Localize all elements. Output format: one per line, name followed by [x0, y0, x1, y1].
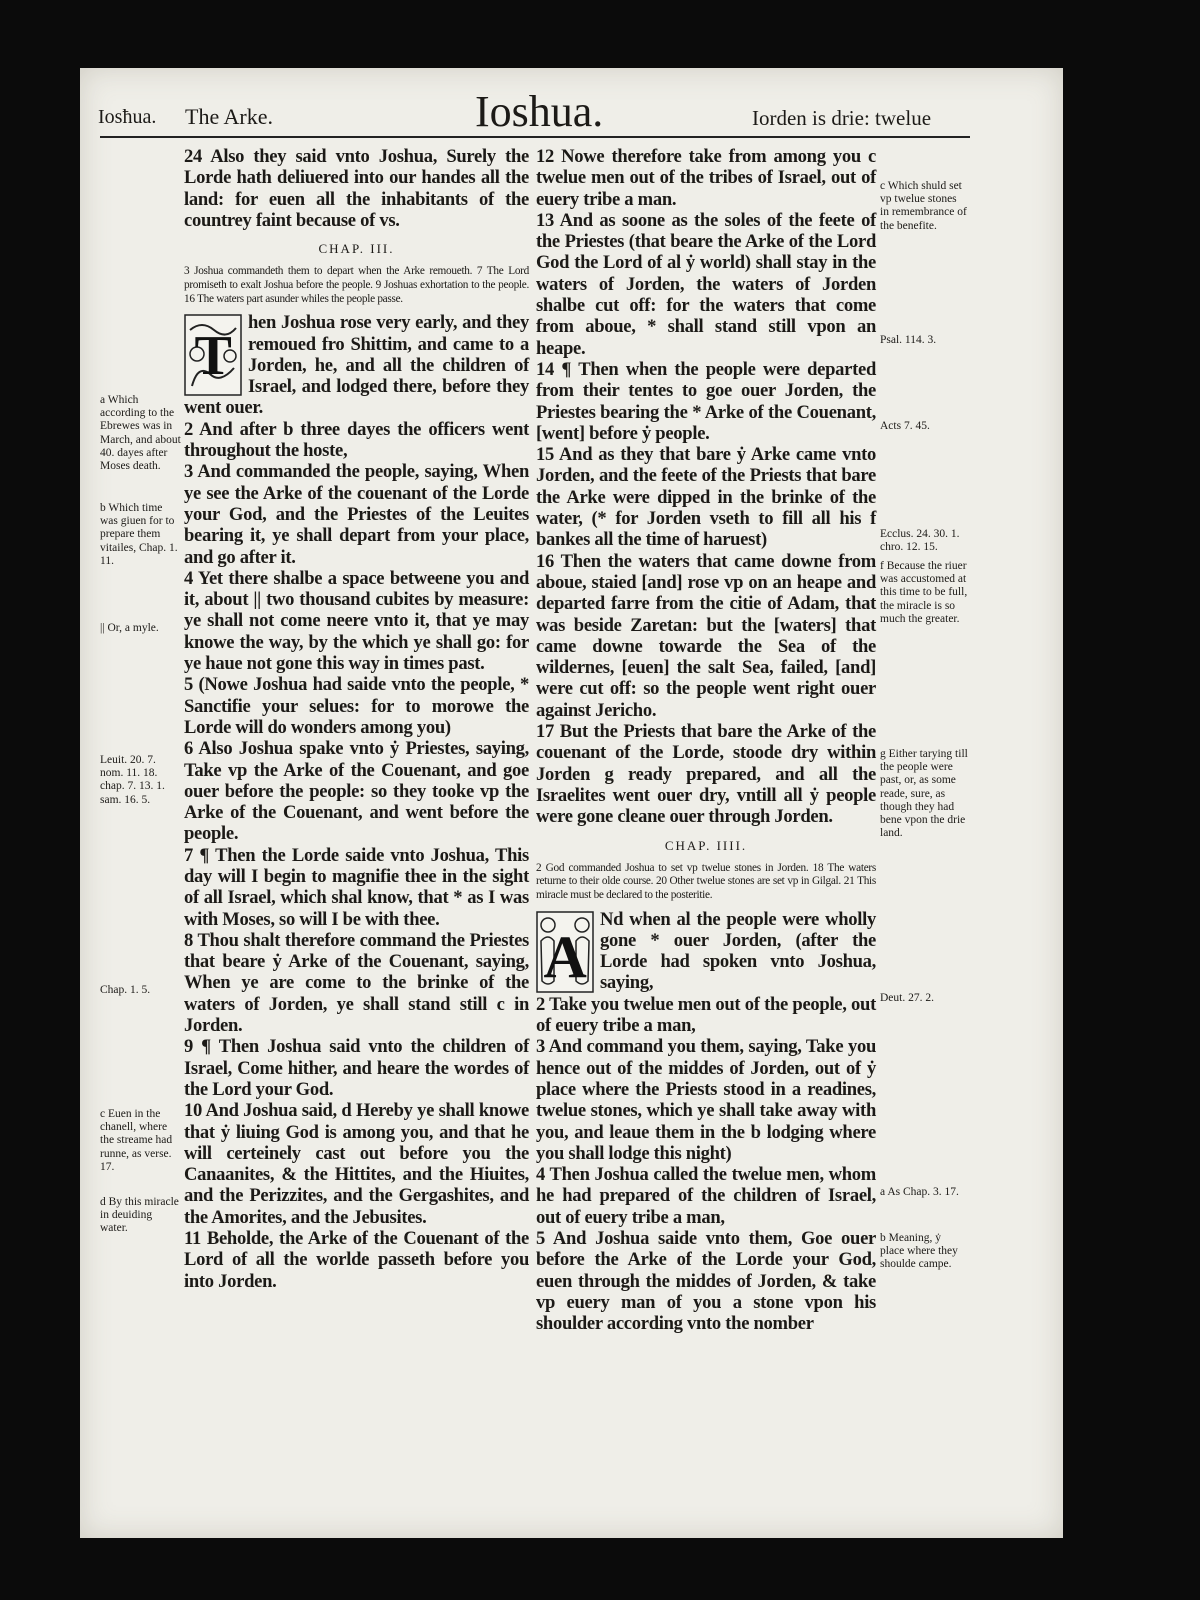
- verse-ch3-16: 16 Then the waters that came downe from aboue, staied [and] rose vp on an heape and departed farre from the citie of Adam, that was beside Zaretan: but the [waters] that came downe towarde the Sea of the wildernes, [euen] the salt Sea, failed, [and] were cut off: so the people went right ouer against Jericho.: [536, 550, 876, 721]
- verse-ch3-4: 4 Yet there shalbe a space betweene you and it, about || two thousand cubites by measure: ye shall not come neere vnto it, that ye may knowe the way, by the which ye shall go: for ye haue not gone this way in times past.: [184, 567, 529, 675]
- margin-note-b-right: b Meaning, ẏ place where they shoulde campe.: [880, 1232, 958, 1271]
- svg-text:T: T: [194, 325, 232, 388]
- chapter-summary-4: 2 God commanded Joshua to set vp twelue stones in Jorden. 18 The waters returne to their olde course. 20 Other twelue stones are set vp in Gilgal. 21 This miracle must be declared to the posteritie.: [536, 861, 876, 901]
- verse-ch3-6: 6 Also Joshua spake vnto ẏ Priestes, saying, Take vp the Arke of the Couenant, and goe ouer before the people: so they tooke vp the Arke of the Couenant, and went before the people.: [184, 738, 529, 845]
- margin-note-g: g Either tarying till the people were past, or, as some reade, sure, as though they had bene vpon the drie land.: [880, 748, 968, 840]
- verse-ch3-17: 17 But the Priests that bare the Arke of the couenant of the Lorde, stoode dry within Jorden g ready prepared, and all the Israelites went ouer dry, vntill all ẏ people were gone cleane ouer through Jorden.: [536, 721, 876, 828]
- verse-ch3-9: 9 ¶ Then Joshua said vnto the children of Israel, Come hither, and heare the wordes of the Lord your God.: [184, 1036, 529, 1100]
- chapter-summary-3: 3 Joshua commandeth them to depart when the Arke remoueth. 7 The Lord promiseth to exalt Joshua before the people. 9 Joshuas exhortation to the people. 16 The waters part asunder whiles the people passe.: [184, 265, 529, 305]
- header-topic-left: The Arke.: [185, 104, 273, 129]
- margin-note-or: || Or, a myle.: [100, 622, 159, 634]
- decorated-initial-t: [184, 314, 242, 396]
- decorated-initial-a: [536, 911, 594, 993]
- margin-ref-eccl: Ecclus. 24. 30. 1. chro. 12. 15.: [880, 528, 960, 554]
- header-book-name: Iosħua.: [98, 106, 157, 128]
- verse-ch3-5: 5 (Nowe Joshua had saide vnto the people, * Sanctifie your selues: for to morowe the Lorde will do wonders among you): [184, 674, 529, 738]
- verse-ch3-8: 8 Thou shalt therefore command the Priestes that beare ẏ Arke of the Couenant, saying, When ye are come to the brinke of the waters of Jorden, ye shall stand still c in Jorden.: [184, 929, 529, 1037]
- verse-ch3-11: 11 Beholde, the Arke of the Couenant of the Lord of all the worlde passeth before you into Jorden.: [184, 1228, 529, 1292]
- verse-block-ch4-v1: [536, 909, 876, 994]
- verse-ch3-12: 12 Nowe therefore take from among you c twelue men out of the tribes of Israel, out of euery tribe a man.: [536, 146, 876, 210]
- header-topic-right: Iorden is drie: twelue: [752, 106, 932, 130]
- margin-note-f: f Because the riuer was accustomed at this time to be full, the miracle is so much the greater.: [880, 560, 968, 625]
- verse-ch3-3: 3 And commanded the people, saying, When ye see the Arke of the couenant of the Lorde your God, and the Priestes of the Leuites bearing it, ye shall depart from your place, and go after it.: [184, 461, 529, 568]
- verse-ch3-7: 7 ¶ Then the Lorde saide vnto Joshua, This day will I begin to magnifie thee in the sight of all Israel, which shal know, that * as I was with Moses, so will I be with thee.: [184, 844, 529, 930]
- verse-ch3-14: 14 ¶ Then when the people were departed from their tentes to goe ouer Jorden, the Priestes bearing the * Arke of the Couenant, [went] before ẏ people.: [536, 358, 876, 444]
- margin-note-c-right: c Which shuld set vp twelue stones in remembrance of the benefite.: [880, 180, 967, 232]
- margin-note-a-right: a As Chap. 3. 17.: [880, 1186, 959, 1198]
- margin-ref-psal: Psal. 114. 3.: [880, 334, 937, 346]
- decorated-initial-a-icon: [536, 911, 594, 993]
- margin-note-a: a Which according to the Ebrewes was in March, and about 40. dayes after Moses death.: [100, 394, 181, 473]
- verse-ch4-4: 4 Then Joshua called the twelue men, whom he had prepared of the children of Israel, out of euery tribe a man,: [536, 1164, 876, 1228]
- verse-ch3-15: 15 And as they that bare ẏ Arke came vnto Jorden, and the feete of the Priests that bare the Arke were dipped in the brinke of the water, (* for Jorden vseth to fill all his f bankes all the time of haruest): [536, 444, 876, 551]
- verse-ch3-2: 2 And after b three dayes the officers went throughout the hoste,: [184, 418, 529, 462]
- margin-ref-acts: Acts 7. 45.: [880, 420, 930, 432]
- chapter-heading-3: CHAP. III.: [318, 241, 395, 257]
- verse-ch4-2: 2 Take you twelue men out of the people, out of euery tribe a man,: [536, 993, 876, 1037]
- svg-text:A: A: [543, 923, 587, 990]
- chapter-heading-4: CHAP. IIII.: [664, 837, 748, 853]
- text-column-right: [536, 146, 876, 1335]
- verse-ch3-1: hen Joshua rose very early, and they remoued fro Shittim, and came to a Jorden, he, and all the children of Israel, and lodged there, before they went ouer.: [184, 312, 529, 419]
- margin-ref-chap1: Chap. 1. 5.: [100, 984, 151, 996]
- verse-ch4-5: 5 And Joshua saide vnto them, Goe ouer before the Arke of the Lorde your God, euen through the middes of Jorden, & take vp euery man of you a stone vpon his shoulder according vnto the nomber: [536, 1228, 876, 1335]
- verse-ch4-1: Nd when al the people were wholly gone * ouer Jorden, (after the Lorde had spoken vnto Joshua, saying,: [600, 908, 876, 994]
- verse-ch4-3: 3 And command you them, saying, Take you hence out of the middes of Jorden, out of ẏ place where the Priests stood in a readines, twelue stones, which ye shall take away with you, and leaue them in the b lodging where you shall lodge this night): [536, 1036, 876, 1164]
- decorated-initial-t-icon: [184, 314, 242, 396]
- margin-note-c-left: c Euen in the chanell, where the streame had runne, as verse. 17.: [100, 1108, 173, 1173]
- margin-note-b: b Which time was giuen for to prepare them vitailes, Chap. 1. 11.: [100, 502, 178, 567]
- bible-page: [80, 68, 1063, 1538]
- page-title: Ioshua.: [475, 87, 604, 136]
- running-header: [80, 78, 1063, 138]
- verse-ch3-13: 13 And as soone as the soles of the feete of the Priestes (that beare the Arke of the Lord God the Lord of al ẏ world) shall stay in the waters of Jorden, the waters of Jorden shalbe cut off: for the waters that come from aboue, * shall stand still vpon an heape.: [536, 209, 876, 359]
- margin-refs-v5: Leuit. 20. 7. nom. 11. 18. chap. 7. 13. 1. sam. 16. 5.: [100, 754, 165, 806]
- margin-ref-deut: Deut. 27. 2.: [880, 992, 934, 1004]
- verse-block-ch3-v1: [184, 312, 529, 418]
- header-rule: [100, 136, 970, 138]
- verse-24: 24 Also they said vnto Joshua, Surely the Lorde hath deliuered into our handes all the land: for euen all the inhabitants of the countrey faint because of vs.: [184, 146, 529, 231]
- verse-ch3-10: 10 And Joshua said, d Hereby ye shall knowe that ẏ liuing God is among you, and that he will certeinely cast out before you the Canaanites, & the Hittites, and the Hiuites, and the Perizzites, and the Gergashites, and the Amorites, and the Jebusites.: [184, 1100, 529, 1228]
- margin-note-d: d By this miracle in deuiding water.: [100, 1196, 179, 1235]
- text-column-left: [184, 146, 529, 1292]
